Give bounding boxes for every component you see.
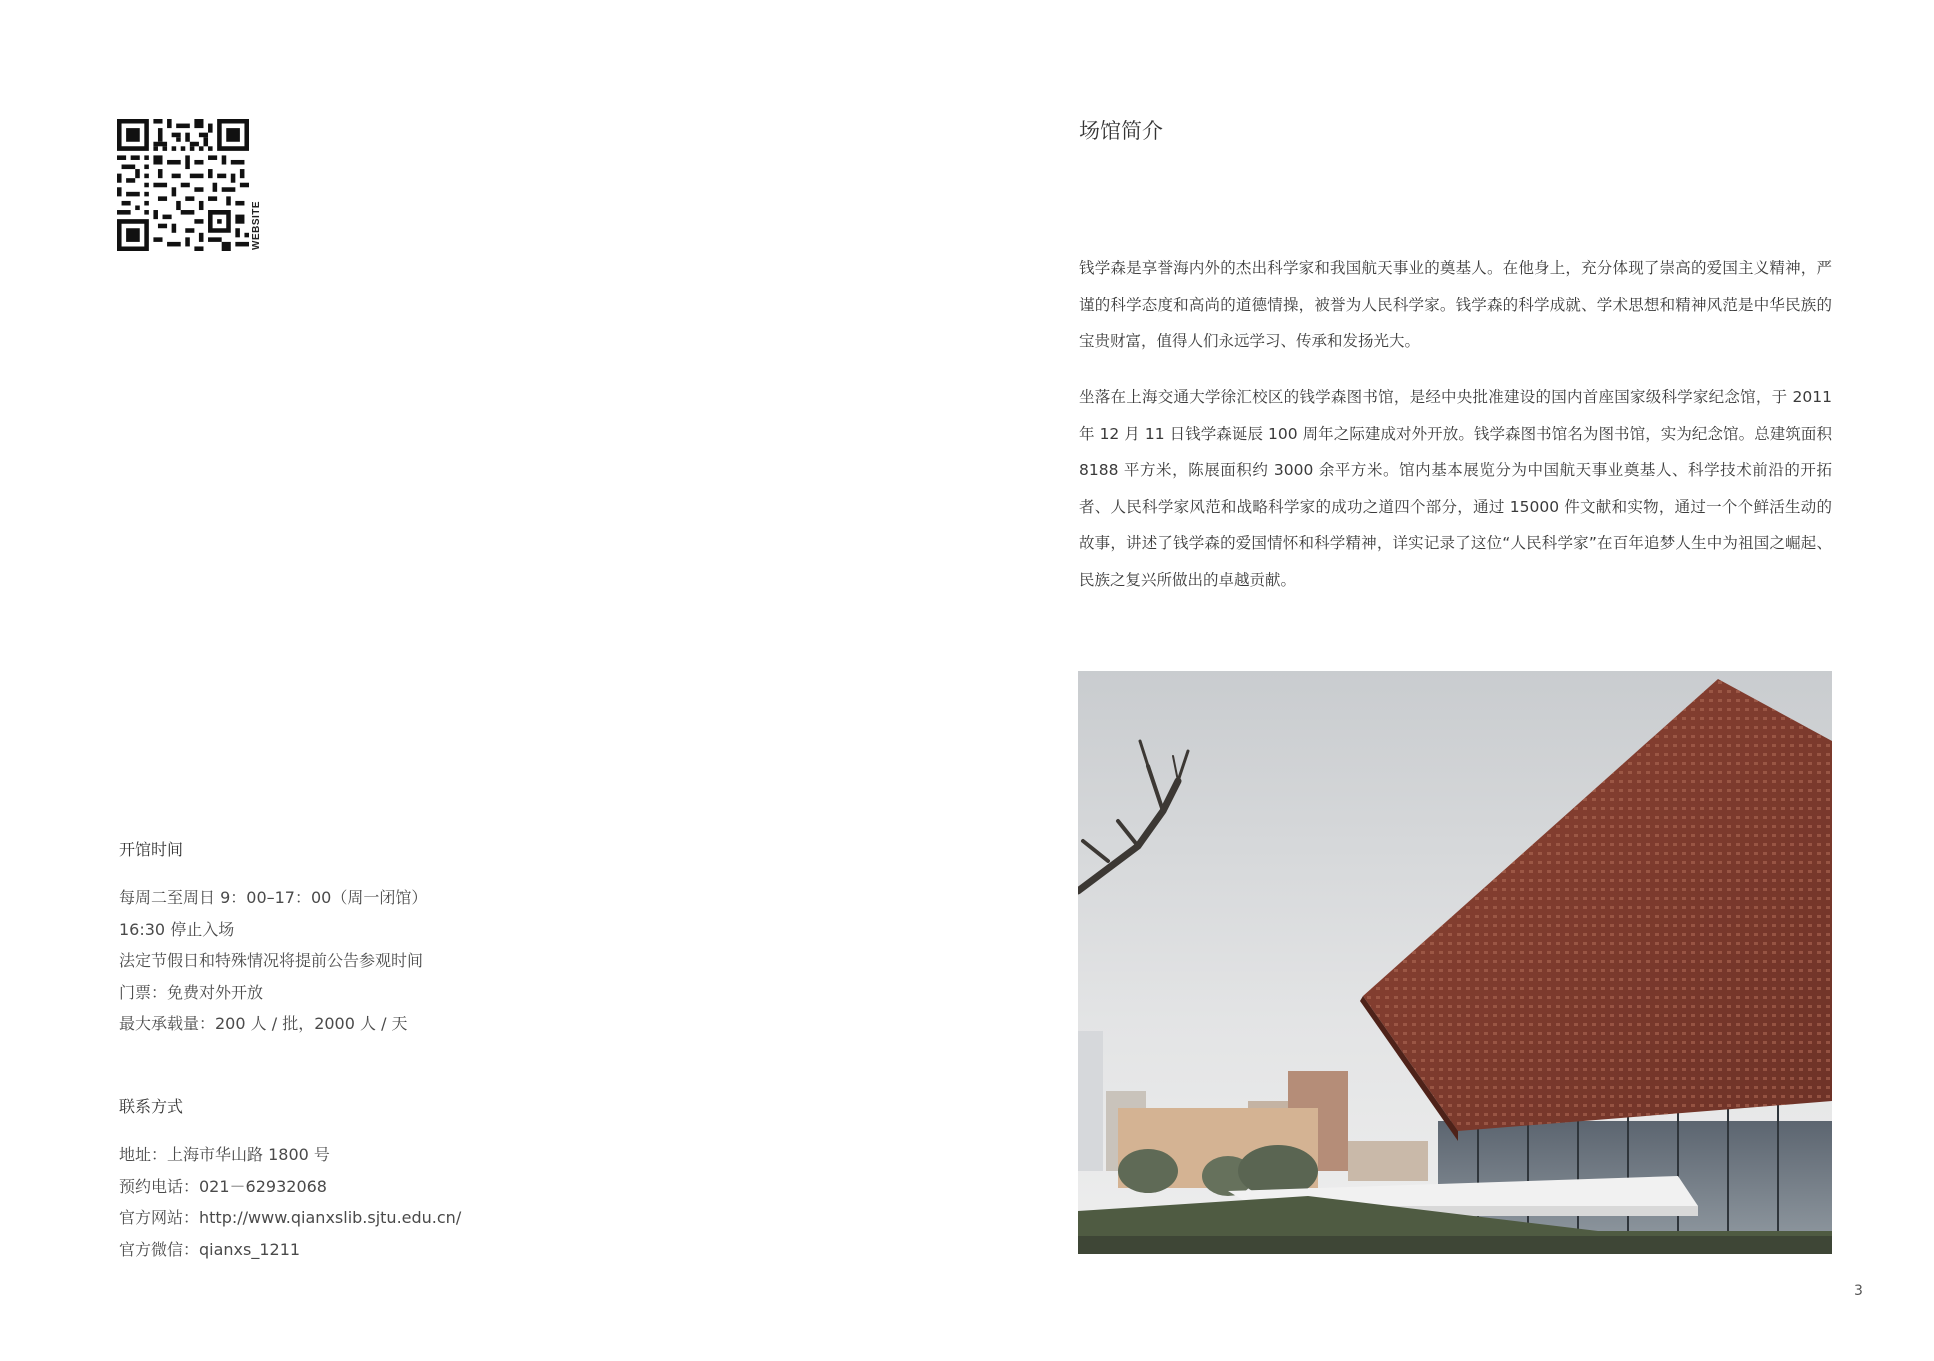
qr-caption: WEBSITE <box>251 200 262 250</box>
contact-section <box>119 1097 619 1265</box>
contact-heading: 联系方式 <box>119 1097 184 1116</box>
page-number: 3 <box>1854 1283 1863 1299</box>
opening-hours-heading: 开馆时间 <box>119 840 184 859</box>
venue-intro-title: 场馆简介 <box>1079 119 1163 143</box>
contact-address: 地址：上海市华山路 1800 号 <box>119 1145 330 1164</box>
venue-intro-paragraph: 坐落在上海交通大学徐汇校区的钱学森图书馆，是经中央批准建设的国内首座国家级科学家纪念馆，于 2011 年 12 月 11 日钱学森诞辰 100 周年之际建成对外开放。钱学森图书馆名为图书馆，实为纪念馆。总建筑面积 8188 平方米，陈展面积约 3000 余平方米。馆内基本展览分为中国航天事业奠基人、科学技术前沿的开拓者、人民科学家风范和战略科学家的成功之道四个部分，通过 15000 件文献和实物，通过一个个鲜活生动的故事，讲述了钱学森的爱国情怀和科学精神，详实记录了这位“人民科学家”在百年追梦人生中为祖国之崛起、民族之复兴所做出的卓越贡献。 <box>1079 388 1832 589</box>
opening-hours-line: 法定节假日和特殊情况将提前公告参观时间 <box>119 951 424 970</box>
opening-hours-section <box>119 840 619 1040</box>
opening-hours-line: 16:30 停止入场 <box>119 919 235 939</box>
contact-wechat: 官方微信：qianxs_1211 <box>119 1239 301 1259</box>
qr-code <box>117 119 249 251</box>
contact-website-link[interactable]: 官方网站：http://www.qianxslib.sjtu.edu.cn/ <box>119 1208 462 1227</box>
opening-hours-line: 最大承载量：200 人 / 批，2000 人 / 天 <box>119 1014 408 1033</box>
opening-hours-line: 门票：免费对外开放 <box>119 982 264 1002</box>
qr-code-graphic <box>117 119 249 251</box>
building-photo <box>1078 671 1832 1254</box>
venue-intro-paragraph: 钱学森是享誉海内外的杰出科学家和我国航天事业的奠基人。在他身上，充分体现了崇高的爱国主义精神，严谨的科学态度和高尚的道德情操，被誉为人民科学家。钱学森的科学成就、学术思想和精神风范是中华民族的宝贵财富，值得人们永远学习、传承和发扬光大。 <box>1079 259 1832 350</box>
opening-hours-line: 每周二至周日 9：00–17：00（周一闭馆） <box>119 888 428 907</box>
contact-phone: 预约电话：021－62932068 <box>119 1176 327 1196</box>
